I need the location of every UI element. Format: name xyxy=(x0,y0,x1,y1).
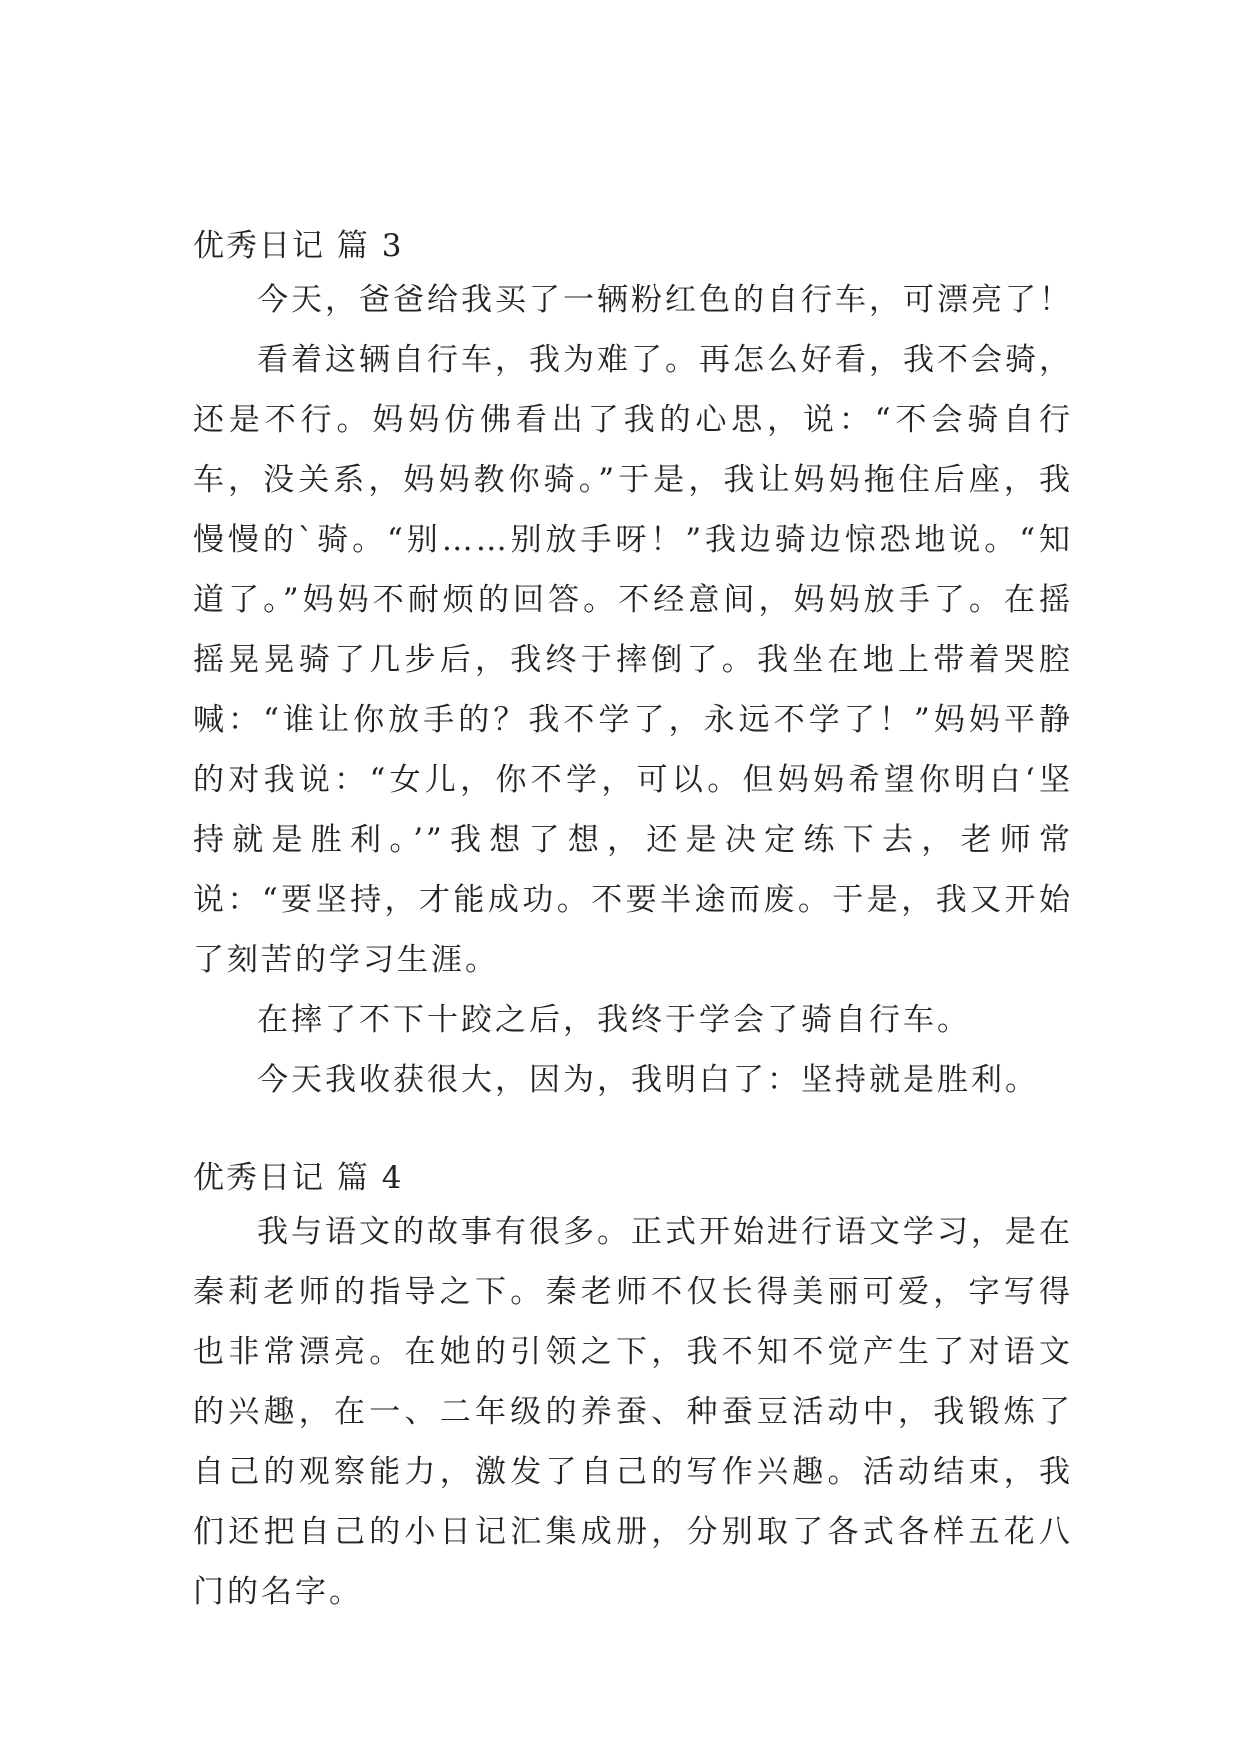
section-heading: 优秀日记 篇 4 xyxy=(193,1160,404,1196)
paragraph: 在摔了不下十跤之后，我终于学会了骑自行车。 xyxy=(257,1002,971,1038)
section-body xyxy=(193,1202,1073,1622)
paragraph: 今天，爸爸给我买了一辆粉红色的自行车，可漂亮了！ xyxy=(257,282,1073,318)
paragraph: 我与语文的故事有很多。正式开始进行语文学习，是在秦莉老师的指导之下。秦老师不仅长得美丽可爱，字写得也非常漂亮。在她的引领之下，我不知不觉产生了对语文的兴趣，在一、二年级的养蚕、种蚕豆活动中，我锻炼了自己的观察能力，激发了自己的写作兴趣。活动结束，我们还把自己的小日记汇集成册，分别取了各式各样五花八门的名字。 xyxy=(193,1214,1073,1610)
section-heading: 优秀日记 篇 3 xyxy=(193,228,404,264)
paragraph: 今天我收获很大，因为，我明白了：坚持就是胜利。 xyxy=(257,1062,1039,1098)
paragraph: 看着这辆自行车，我为难了。再怎么好看，我不会骑，还是不行。妈妈仿佛看出了我的心思，说：“不会骑自行车，没关系，妈妈教你骑。”于是，我让妈妈拖住后座，我慢慢的`骑。“别……别放手呀！”我边骑边惊恐地说。“知道了。”妈妈不耐烦的回答。不经意间，妈妈放手了。在摇摇晃晃骑了几步后，我终于摔倒了。我坐在地上带着哭腔喊：“谁让你放手的？我不学了，永远不学了！”妈妈平静的对我说：“女儿，你不学，可以。但妈妈希望你明白‘坚持就是胜利。’”我想了想，还是决定练下去，老师常说：“要坚持，才能成功。不要半途而废。于是，我又开始了刻苦的学习生涯。 xyxy=(193,342,1073,978)
section-body xyxy=(193,270,1073,1110)
